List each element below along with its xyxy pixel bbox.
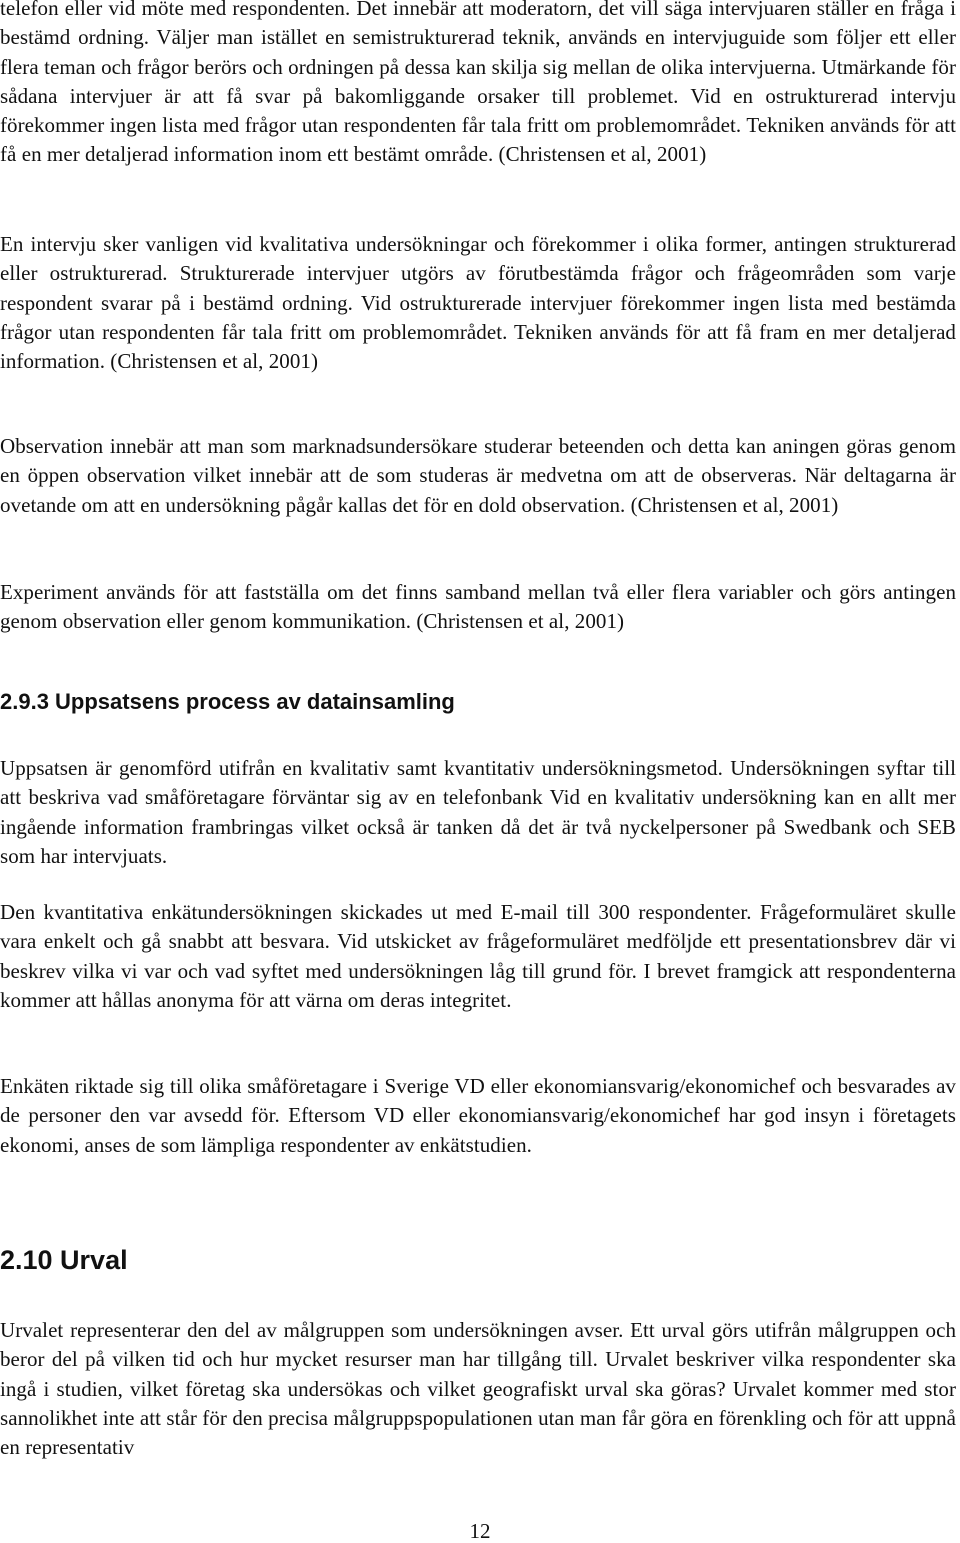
paragraph-observation: Observation innebär att man som marknadsundersökare studerar beteenden och detta kan aningen göras genom en öppen observation vilket innebär att de som studeras är medvetna om att de observeras. När deltagarna är ovetande om att en undersökning pågår kallas det för en dold observation. (Christensen et al, 2001) xyxy=(0,434,956,517)
paragraph-interview-forms: En intervju sker vanligen vid kvalitativa undersökningar och förekommer i olika former, antingen strukturerad eller ostrukturerad. Strukturerade intervjuer utgörs av förutbestämda frågor och frågeområden som varje respondent svarar på i bestämd ordning. Vid ostrukturerade intervjuer förekommer ingen lista med bestämda frågor utan respondenten får tala fritt om problemområdet. Tekniken används för att få fram en mer detaljerad information. (Christensen et al, 2001) xyxy=(0,232,956,374)
section-heading-sample: 2.10 Urval xyxy=(0,1245,128,1275)
page-number: 12 xyxy=(469,1519,491,1543)
paragraph-interview-techniques: telefon eller vid möte med respondenten. Det innebär att moderatorn, det vill säga intervjuaren ställer en fråga i bestämd ordning. Väljer man istället en semistrukturerad teknik, används en intervjuguide som följer ett eller flera teman och frågor berörs och ordningen på dessa kan skilja sig mellan de olika intervjuerna. Utmärkande för sådana intervjuer är att få svar på bakomliggande orsaker till problemet. Vid en ostrukturerad intervju förekommer ingen lista med frågor utan respondenten får tala fritt om problemområdet. Tekniken används för att få en mer detaljerad information inom ett bestämt område. (Christensen et al, 2001) xyxy=(0,0,956,167)
paragraph-sample: Urvalet representerar den del av målgruppen som undersökningen avser. Ett urval görs utifrån målgruppen och beror del på vilken tid och hur mycket resurser man har tillgång till. Urvalet beskriver vilka respondenter ska ingå i studien, vilket företag ska undersökas och vilket geografiskt urval ska göras? Urvalet kommer med stor sannolikhet inte att står för den precisa målgruppspopulationen utan man får göra en förenkling och för att uppnå en representativ xyxy=(0,1318,956,1460)
section-heading-data-collection: 2.9.3 Uppsatsens process av datainsamling xyxy=(0,689,455,714)
paragraph-experiment: Experiment används för att fastställa om det finns samband mellan två eller flera variabler och görs antingen genom observation eller genom kommunikation. (Christensen et al, 2001) xyxy=(0,580,956,634)
paragraph-survey: Den kvantitativa enkätundersökningen skickades ut med E-mail till 300 respondenter. Frågeformuläret skulle vara enkelt och gå snabbt att besvara. Vid utskicket av frågeformuläret medföljde ett presentationsbrev där vi beskrev vilka vi var och vad syftet med undersökningen låg till grund för. I brevet framgick att respondenterna kommer att hållas anonyma för att värna om deras integritet. xyxy=(0,900,956,1012)
paragraph-method: Uppsatsen är genomförd utifrån en kvalitativ samt kvantitativ undersökningsmetod. Undersökningen syftar till att beskriva vad småföretagare förväntar sig av en telefonbank Vid en kvalitativ undersökning kan en allt mer ingående information frambringas vilket också är tanken då det är två nyckelpersoner på Swedbank och SEB som har intervjuats. xyxy=(0,756,956,868)
paragraph-target-group: Enkäten riktade sig till olika småföretagare i Sverige VD eller ekonomiansvarig/ekonomichef och besvarades av de personer den var avsedd för. Eftersom VD eller ekonomiansvarig/ekonomichef har god insyn i företagets ekonomi, anses de som lämpliga respondenter av enkätstudien. xyxy=(0,1074,956,1157)
